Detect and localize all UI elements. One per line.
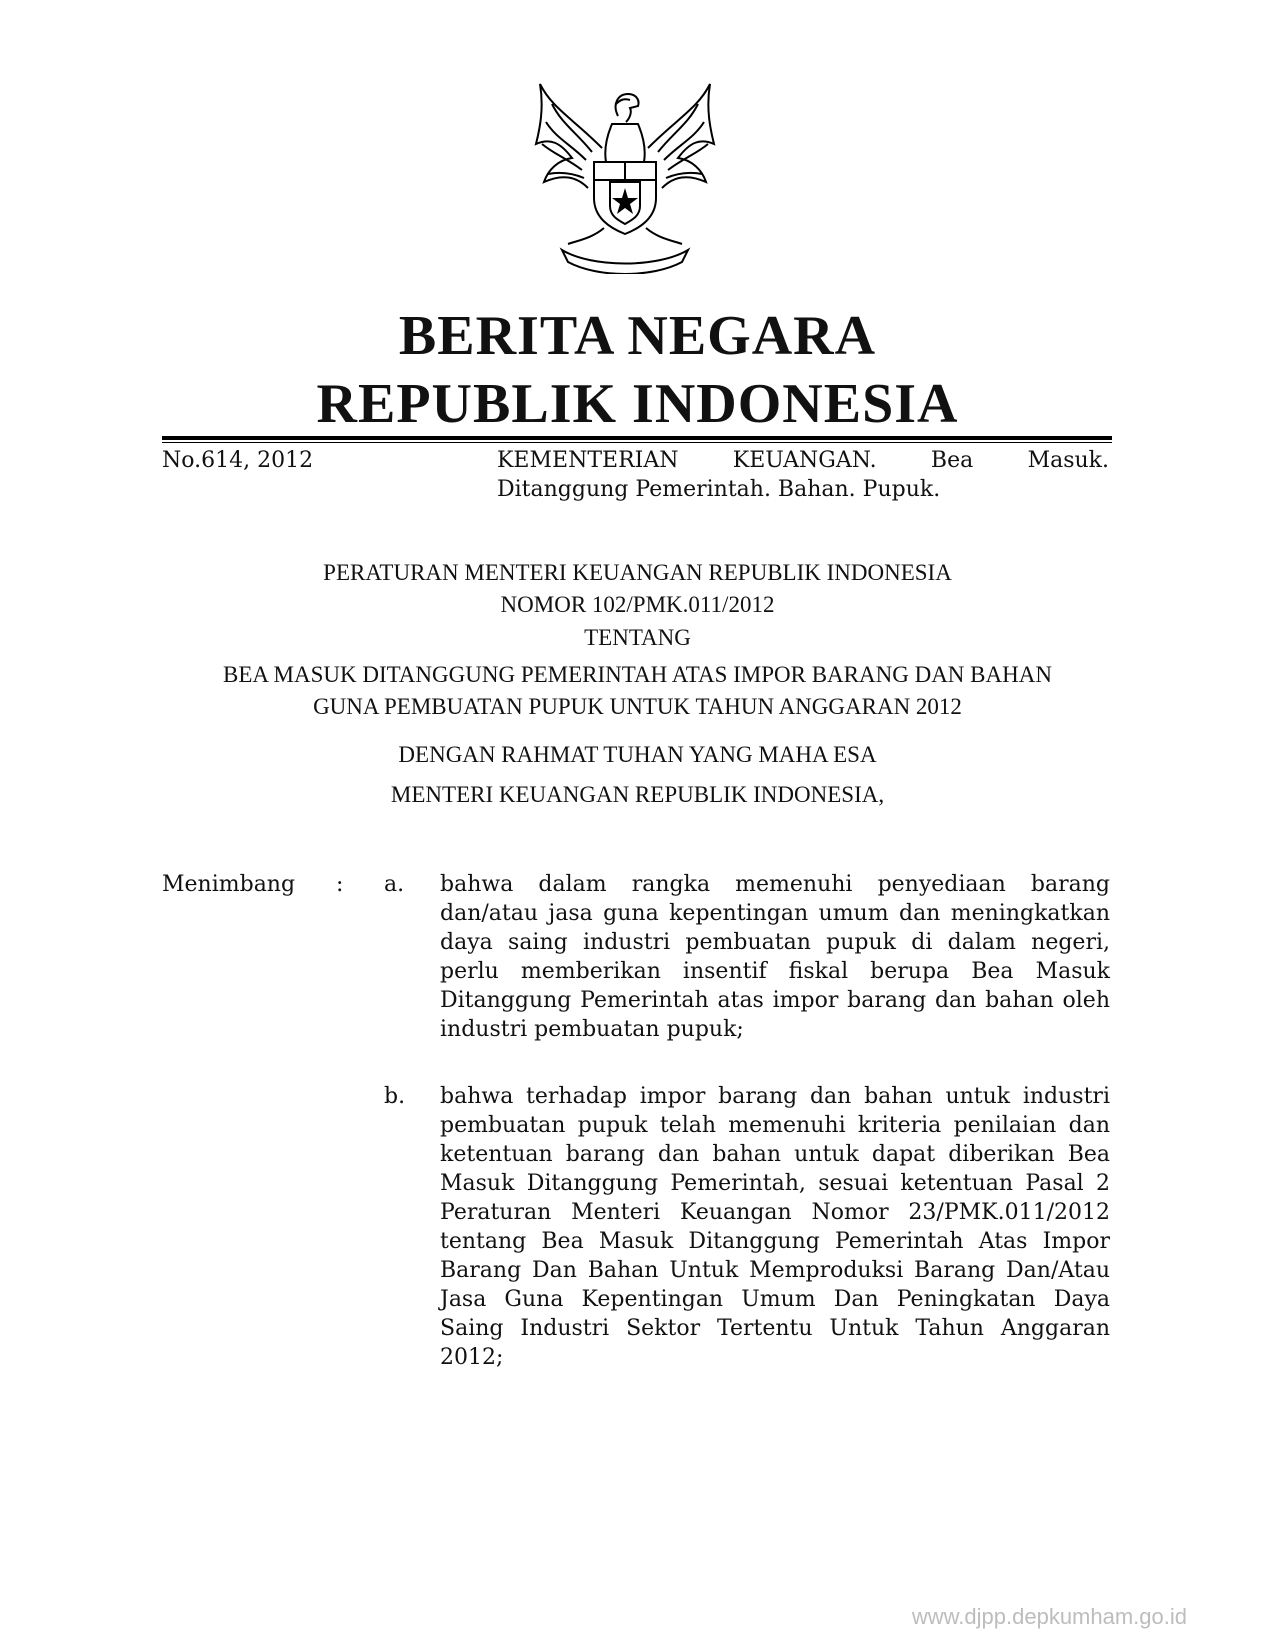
masthead-divider-thick xyxy=(162,436,1112,440)
opening-minister: MENTERI KEUANGAN REPUBLIK INDONESIA, xyxy=(390,782,885,807)
issue-subject xyxy=(497,446,1109,504)
considering-item-text: bahwa dalam rangka memenuhi penyediaan barang dan/atau jasa guna kepentingan umum dan meningkatkan daya saing industri pembuatan pupuk di dalam negeri, perlu memberikan insentif fiskal berupa Bea Masuk Ditanggung Pemerintah atas impor barang dan bahan oleh industri pembuatan pupuk; xyxy=(440,872,1110,1042)
considering-label: Menimbang xyxy=(162,872,296,897)
issue-subject-word: Masuk. xyxy=(1027,448,1109,473)
regulation-subject-line1: BEA MASUK DITANGGUNG PEMERINTAH ATAS IMPOR BARANG DAN BAHAN xyxy=(223,662,1052,687)
masthead-title-line1: BERITA NEGARA xyxy=(398,305,877,367)
opening-invocation: DENGAN RAHMAT TUHAN YANG MAHA ESA xyxy=(398,742,877,767)
regulation-number: NOMOR 102/PMK.011/2012 xyxy=(500,592,775,617)
issue-subject-word: KEMENTERIAN xyxy=(497,448,679,473)
issue-subject-word: Bea xyxy=(930,448,974,473)
footer-url: www.djpp.depkumham.go.id xyxy=(911,1604,1187,1629)
considering-item-text: bahwa terhadap impor barang dan bahan untuk industri pembuatan pupuk telah memenuhi kriteria penilaian dan ketentuan barang dan bahan untuk dapat diberikan Bea Masuk Ditanggung Pemerintah, sesuai ketentuan Pasal 2 Peraturan Menteri Keuangan Nomor 23/PMK.011/2012 tentang Bea Masuk Ditanggung Pemerintah Atas Impor Barang Dan Bahan Untuk Memproduksi Barang Dan/Atau Jasa Guna Kepentingan Umum Dan Peningkatan Daya Saing Industri Sektor Tertentu Untuk Tahun Anggaran 2012; xyxy=(440,1084,1110,1370)
issue-subject-word: KEUANGAN. xyxy=(732,448,877,473)
garuda-emblem-icon xyxy=(532,78,718,274)
considering-item-letter: b. xyxy=(384,1084,406,1109)
issue-subject-line1 xyxy=(497,446,1109,475)
regulation-about: TENTANG xyxy=(584,625,691,650)
masthead-divider-thin xyxy=(162,442,1112,443)
issue-number: No.614, 2012 xyxy=(162,448,314,473)
issue-subject-line2: Ditanggung Pemerintah. Bahan. Pupuk. xyxy=(497,477,941,502)
masthead-title-line2: REPUBLIK INDONESIA xyxy=(316,373,959,435)
regulation-heading: PERATURAN MENTERI KEUANGAN REPUBLIK INDONESIA xyxy=(323,560,952,585)
considering-item-letter: a. xyxy=(384,872,405,897)
considering-colon: : xyxy=(336,872,344,897)
regulation-subject-line2: GUNA PEMBUATAN PUPUK UNTUK TAHUN ANGGARAN 2012 xyxy=(313,694,962,719)
